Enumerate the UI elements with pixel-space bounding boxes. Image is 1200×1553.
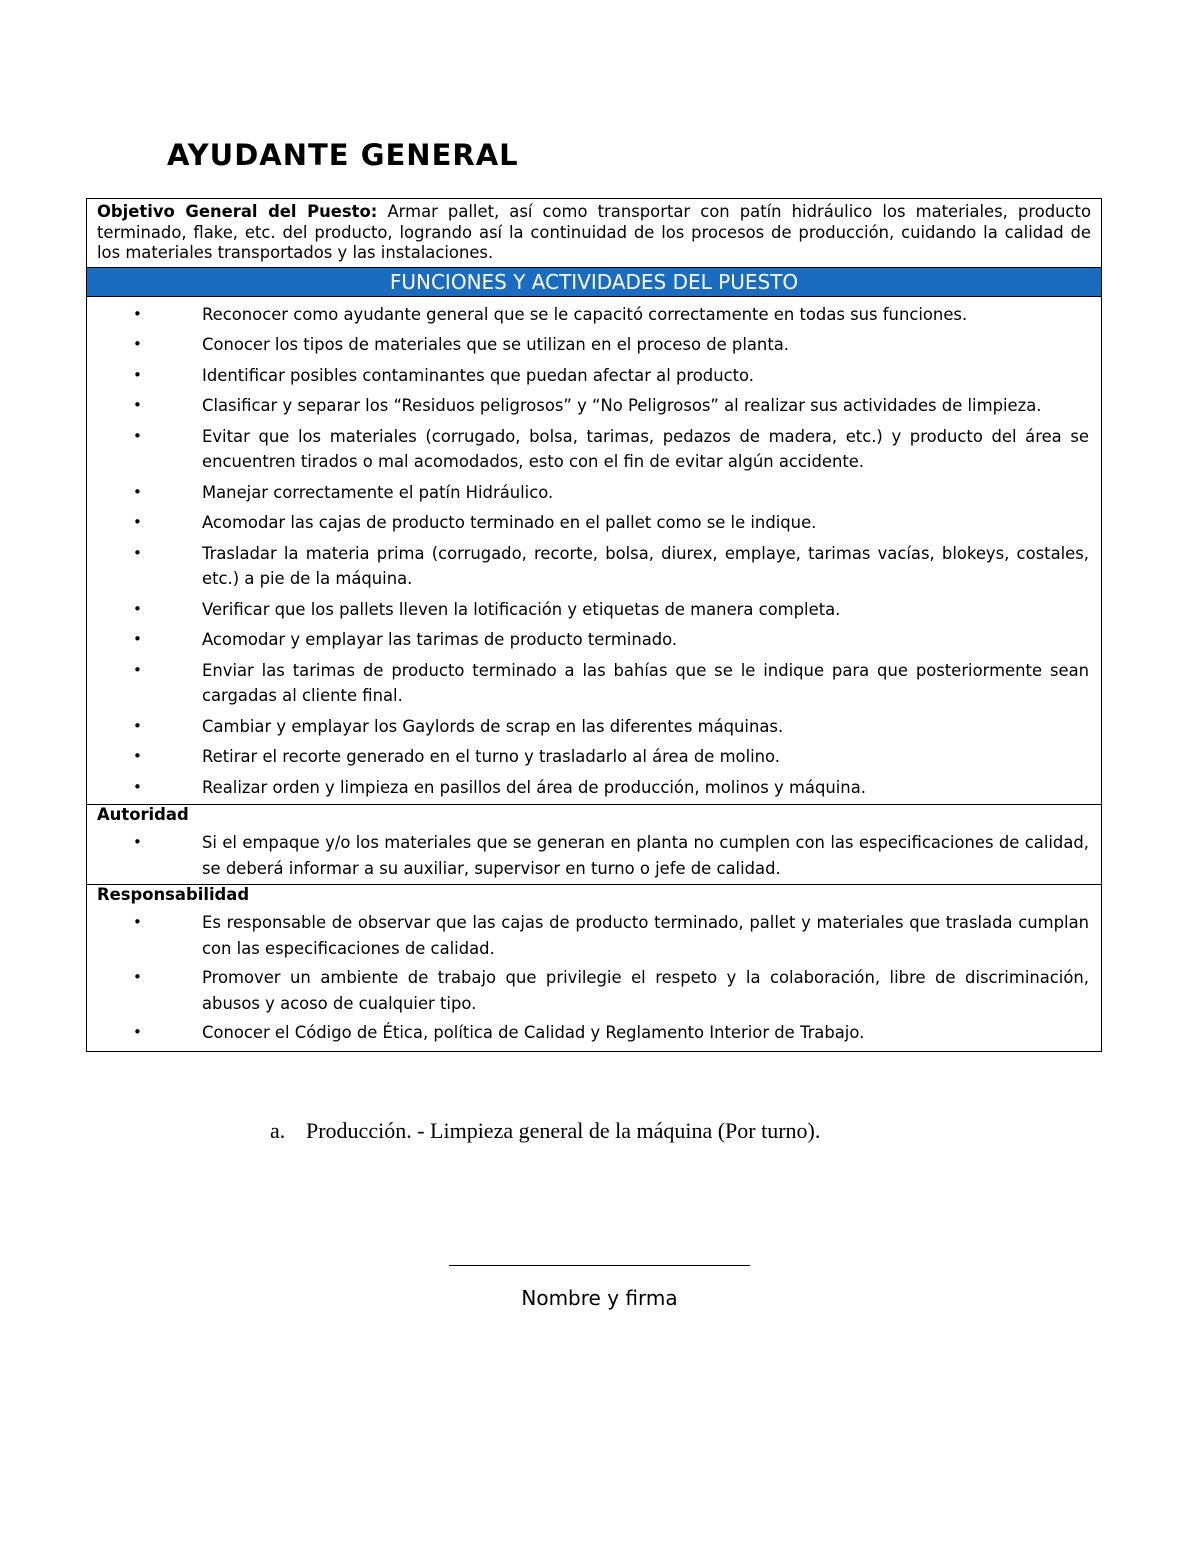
bullet-icon: • <box>133 304 142 323</box>
list-item-text: Evitar que los materiales (corrugado, bolsa, tarimas, pedazos de madera, etc.) y producto del área se encuentren tirados o mal acomodados, esto con el fin de evitar algún accidente. <box>202 426 1089 471</box>
list-item <box>87 332 1101 358</box>
list-item <box>87 965 1101 1016</box>
responsibility-block <box>87 885 1101 1051</box>
bullet-icon: • <box>133 630 142 648</box>
list-item <box>87 714 1101 740</box>
authority-list <box>87 830 1101 881</box>
list-item <box>87 910 1101 961</box>
list-item <box>87 541 1101 592</box>
bullet-icon: • <box>133 1023 142 1041</box>
list-item <box>87 627 1101 653</box>
bullet-icon: • <box>133 543 142 562</box>
list-item-text: Acomodar las cajas de producto terminado en el pallet como se le indique. <box>202 513 817 532</box>
list-item-text: Acomodar y emplayar las tarimas de producto terminado. <box>202 630 678 649</box>
bullet-icon: • <box>133 913 142 931</box>
list-item <box>87 744 1101 770</box>
list-item-text: Enviar las tarimas de producto terminado a las bahías que se le indique para que posteriormente sean cargadas al cliente final. <box>202 660 1089 705</box>
list-item <box>87 1020 1101 1046</box>
bullet-icon: • <box>133 747 142 765</box>
responsibility-list <box>87 910 1101 1046</box>
list-item-text: Cambiar y emplayar los Gaylords de scrap en las diferentes máquinas. <box>202 716 784 736</box>
responsibility-label: Responsabilidad <box>97 885 250 904</box>
production-note <box>270 1118 820 1144</box>
bullet-icon: • <box>133 968 142 986</box>
bullet-icon: • <box>133 513 142 531</box>
functions-list <box>87 302 1101 801</box>
bullet-icon: • <box>133 660 142 679</box>
list-item <box>87 424 1101 475</box>
list-item-text: Identificar posibles contaminantes que puedan afectar al producto. <box>202 365 754 385</box>
functions-header: FUNCIONES Y ACTIVIDADES DEL PUESTO <box>87 268 1101 297</box>
bullet-icon: • <box>133 396 142 414</box>
bullet-icon: • <box>133 426 142 445</box>
objective-text: Armar pallet, así como transportar con patín hidráulico los materiales, producto terminado, flake, etc. del producto, logrando así la continuidad de los procesos de producción, cuidando la calidad de los materiales transportados y las instalaciones. <box>97 202 1092 262</box>
list-item <box>87 480 1101 506</box>
list-item-text: Trasladar la materia prima (corrugado, recorte, bolsa, diurex, emplaye, tarimas vacías, blokeys, costales, etc.) a pie de la máquina. <box>202 543 1089 588</box>
list-item-text: Promover un ambiente de trabajo que privilegie el respeto y la colaboración, libre de discriminación, abusos y acoso de cualquier tipo. <box>202 968 1089 1013</box>
authority-label: Autoridad <box>97 805 189 824</box>
list-item <box>87 775 1101 801</box>
list-item <box>87 302 1101 328</box>
list-item <box>87 393 1101 419</box>
list-item-text: Reconocer como ayudante general que se le capacitó correctamente en todas sus funciones. <box>202 304 968 324</box>
bullet-icon: • <box>133 365 142 384</box>
objective-label: Objetivo General del Puesto: <box>97 202 378 221</box>
list-item-text: Conocer el Código de Ética, política de Calidad y Reglamento Interior de Trabajo. <box>202 1023 865 1042</box>
list-item-text: Clasificar y separar los “Residuos peligrosos” y “No Peligrosos” al realizar sus actividades de limpieza. <box>202 396 1042 415</box>
signature-label: Nombre y firma <box>521 1286 678 1310</box>
list-item-text: Realizar orden y limpieza en pasillos del área de producción, molinos y máquina. <box>202 777 866 797</box>
list-item-text: Si el empaque y/o los materiales que se generan en planta no cumplen con las especificaciones de calidad, se deberá informar a su auxiliar, supervisor en turno o jefe de calidad. <box>202 833 1089 878</box>
list-item-text: Conocer los tipos de materiales que se utilizan en el proceso de planta. <box>202 335 789 354</box>
job-description-table <box>86 198 1102 1052</box>
note-text: Producción. - Limpieza general de la máquina (Por turno). <box>306 1118 821 1143</box>
list-item-text: Es responsable de observar que las cajas de producto terminado, pallet y materiales que traslada cumplan con las especificaciones de calidad. <box>202 913 1089 958</box>
list-item-text: Retirar el recorte generado en el turno y trasladarlo al área de molino. <box>202 747 781 766</box>
list-item <box>87 830 1101 881</box>
list-item <box>87 510 1101 536</box>
bullet-icon: • <box>133 833 142 851</box>
note-marker: a. <box>270 1118 286 1143</box>
list-item <box>87 363 1101 389</box>
list-item <box>87 597 1101 623</box>
functions-block <box>87 297 1101 806</box>
list-item <box>87 658 1101 709</box>
bullet-icon: • <box>133 716 142 735</box>
bullet-icon: • <box>133 599 142 618</box>
list-item-text: Verificar que los pallets lleven la lotificación y etiquetas de manera completa. <box>202 599 841 619</box>
signature-line <box>449 1265 750 1266</box>
bullet-icon: • <box>133 482 142 501</box>
objective-section <box>87 199 1101 268</box>
authority-block <box>87 805 1101 885</box>
bullet-icon: • <box>133 335 142 353</box>
document-title: AYUDANTE GENERAL <box>167 138 519 172</box>
bullet-icon: • <box>133 777 142 796</box>
list-item-text: Manejar correctamente el patín Hidráulico. <box>202 482 554 502</box>
